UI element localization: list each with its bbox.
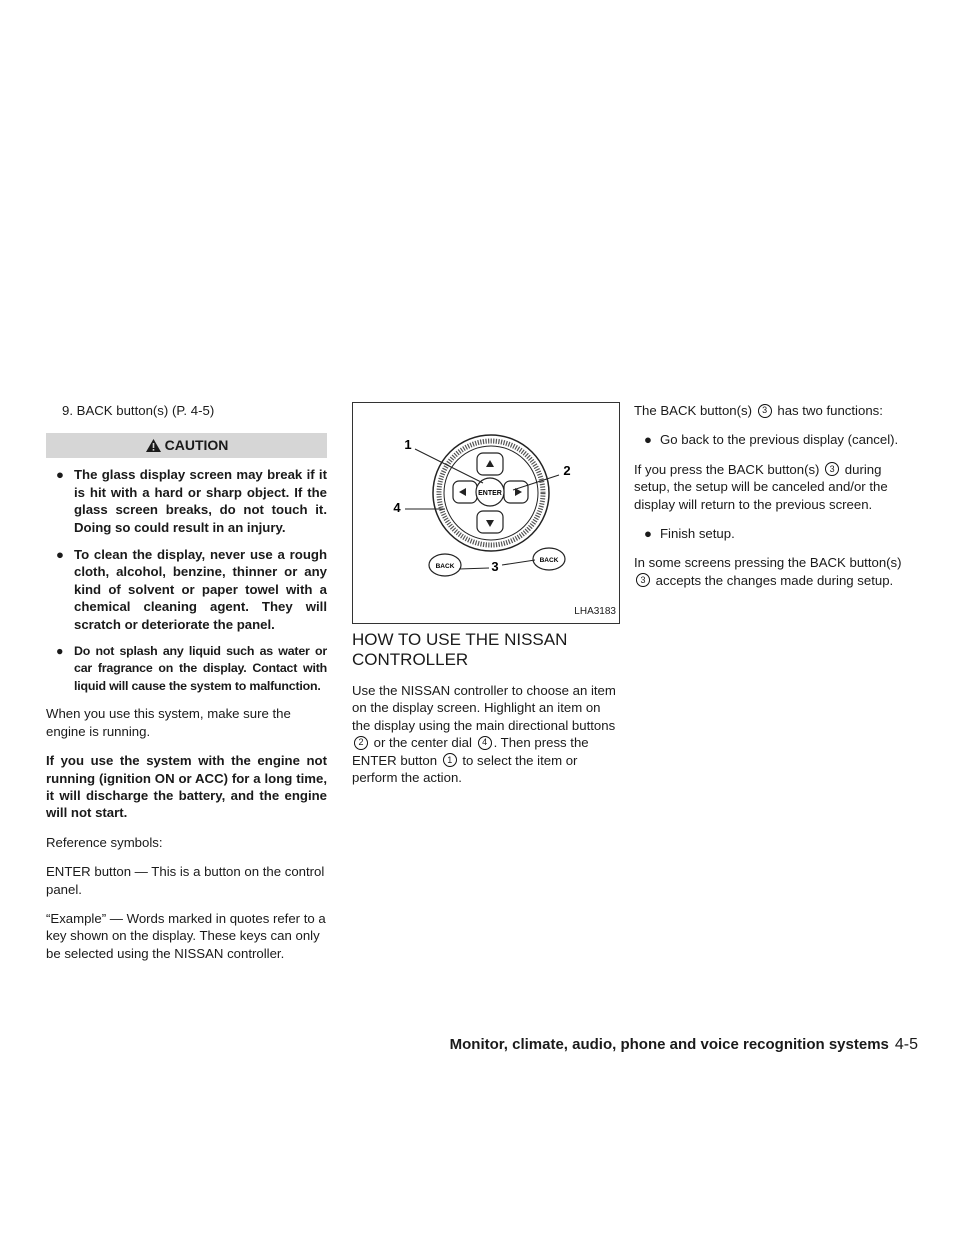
reference-example: “Example” — Words marked in quotes refer to a key shown on the display. These keys can only be selected using the NISSAN controller. <box>46 910 326 961</box>
function-bullet: ● Go back to the previous display (cancel). <box>644 432 899 448</box>
footer-title: Monitor, climate, audio, phone and voice recognition systems <box>449 1036 889 1053</box>
reference-enter: ENTER button — This is a button on the control panel. <box>46 864 325 897</box>
section-heading: HOW TO USE THE NISSAN CONTROLLER <box>352 630 568 669</box>
page-footer <box>450 1036 918 1054</box>
back-label-left: BACK <box>435 563 455 570</box>
callout-1: 1 <box>404 437 412 452</box>
reference-title: Reference symbols: <box>46 834 163 850</box>
setup-paragraph: If you press the BACK button(s) 3 during setup, the setup will be canceled and/or the display will return to the previous screen. <box>634 461 888 512</box>
caution-label: CAUTION <box>164 437 229 454</box>
caution-item: ● To clean the display, never use a rough cloth, alcohol, benzine, thinner or any kind of solvent or paper towel with a chemical cleaning agent. They will scratch or deteriorate the panel. <box>56 547 327 632</box>
left-column <box>46 402 327 974</box>
callout-number: 3 <box>825 462 839 476</box>
callout-2: 2 <box>563 463 571 478</box>
callout-4: 4 <box>393 500 401 515</box>
back-label-right: BACK <box>539 557 559 564</box>
caution-item: ● Do not splash any liquid such as water or car fragrance on the display. Contact with liquid will cause the system to malfunction. <box>56 644 327 693</box>
controller-paragraph: Use the NISSAN controller to choose an item on the display screen. Highlight an item on the display using the main directional buttons 2 or the center dial 4 . Then press the ENTER button 1 to select the item or perform the action. <box>352 683 616 786</box>
battery-warning: If you use the system with the engine not running (ignition ON or ACC) for a long time, it will discharge the battery, and the engine will not start. <box>46 753 327 821</box>
controller-figure <box>352 402 620 624</box>
warning-icon <box>145 438 162 453</box>
function-bullet: ● Finish setup. <box>644 526 735 542</box>
callout-number: 3 <box>636 573 650 587</box>
figure-code: LHA3183 <box>574 605 616 617</box>
caution-item: ● The glass display screen may break if it is hit with a hard or sharp object. If the glass screen breaks, do not touch it. Doing so could result in an injury. <box>56 467 327 535</box>
controller-illustration <box>353 403 619 623</box>
enter-label: ENTER <box>478 490 502 497</box>
list-item-back-button: 9. BACK button(s) (P. 4-5) <box>62 403 215 418</box>
callout-number: 3 <box>758 404 772 418</box>
callout-number: 2 <box>354 736 368 750</box>
right-column <box>634 402 916 601</box>
engine-paragraph: When you use this system, make sure the engine is running. <box>46 706 291 739</box>
middle-column <box>352 402 622 798</box>
back-functions-paragraph: The BACK button(s) 3 has two functions: <box>634 403 883 418</box>
caution-banner <box>46 433 327 458</box>
caution-list <box>46 466 327 695</box>
page-number: 4-5 <box>894 1036 918 1053</box>
callout-3: 3 <box>491 559 499 574</box>
callout-number: 4 <box>478 736 492 750</box>
accept-paragraph: In some screens pressing the BACK button(s) 3 accepts the changes made during setup. <box>634 555 902 588</box>
callout-number: 1 <box>443 753 457 767</box>
